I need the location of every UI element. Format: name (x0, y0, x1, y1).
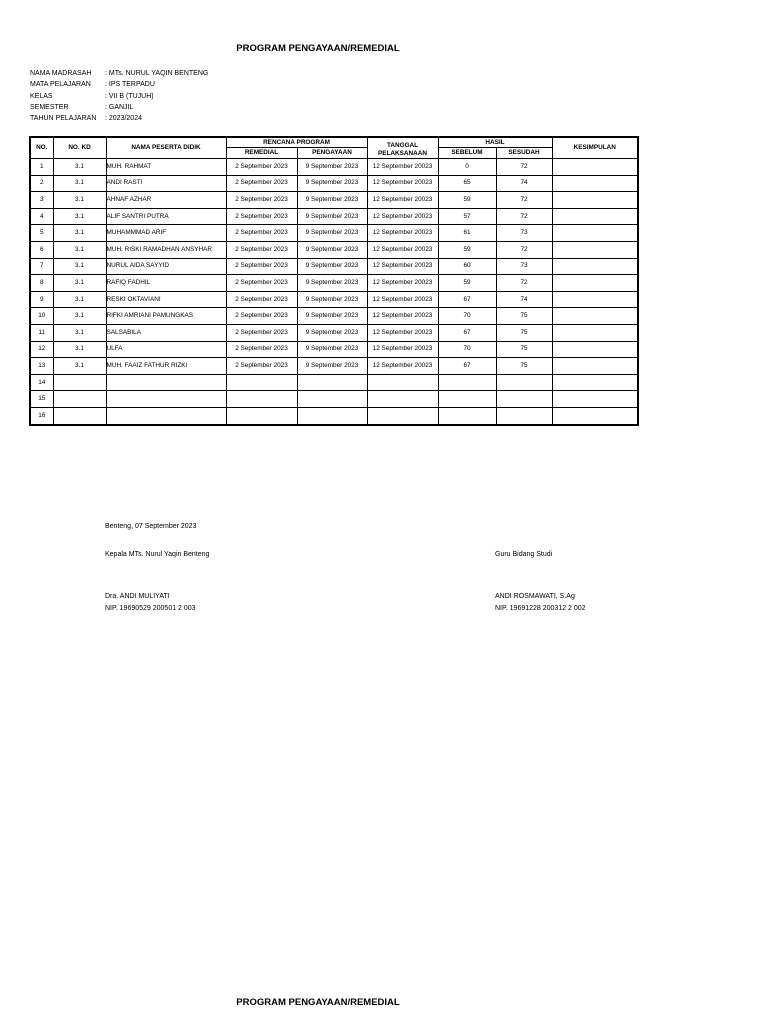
cell-sebelum: 67 (438, 324, 496, 341)
table-row (30, 341, 638, 358)
remedial-table (29, 136, 639, 426)
table-row (30, 175, 638, 192)
cell-tanggal: 12 September 20023 (367, 341, 438, 358)
cell-kesimpulan (552, 225, 638, 242)
cell-tanggal: 12 September 20023 (367, 175, 438, 192)
cell-tanggal: 12 September 20023 (367, 358, 438, 375)
page-title-next: PROGRAM PENGAYAAN/REMEDIAL (236, 997, 400, 1008)
cell-tanggal: 12 September 20023 (367, 258, 438, 275)
cell-no: 3 (30, 192, 53, 209)
cell-kd (53, 374, 106, 391)
info-value: : MTs. NURUL YAQIN BENTENG (105, 70, 209, 77)
cell-nama: AHNAF AZHAR (106, 192, 226, 209)
cell-no: 16 (30, 407, 53, 424)
info-value: : 2023/2024 (105, 115, 142, 123)
cell-sebelum: 70 (438, 341, 496, 358)
cell-remedial: 2 September 2023 (226, 159, 297, 176)
cell-kesimpulan (552, 341, 638, 358)
cell-tanggal: 12 September 20023 (367, 159, 438, 176)
table-row (30, 358, 638, 375)
cell-kd (53, 391, 106, 408)
info-label: MATA PELAJARAN (30, 81, 91, 89)
cell-sesudah: 72 (496, 241, 552, 258)
cell-remedial: 2 September 2023 (226, 341, 297, 358)
cell-remedial: 2 September 2023 (226, 258, 297, 275)
signature-left-nip: NIP. 19690529 200501 2 003 (105, 605, 196, 612)
cell-no: 6 (30, 241, 53, 258)
cell-sesudah: 73 (496, 258, 552, 275)
cell-nama (106, 374, 226, 391)
cell-remedial: 2 September 2023 (226, 192, 297, 209)
cell-nama (106, 407, 226, 424)
table-row (30, 324, 638, 341)
cell-sesudah: 75 (496, 341, 552, 358)
cell-pengayaan: 9 September 2023 (297, 275, 367, 292)
cell-remedial: 2 September 2023 (226, 291, 297, 308)
cell-sesudah: 72 (496, 192, 552, 209)
cell-remedial: 2 September 2023 (226, 358, 297, 375)
cell-kesimpulan (552, 324, 638, 341)
table-row (30, 192, 638, 209)
signature-right-role: Guru Bidang Studi (495, 551, 553, 558)
school-info (30, 68, 208, 124)
cell-nama (106, 391, 226, 408)
cell-sebelum: 67 (438, 358, 496, 375)
cell-kesimpulan (552, 291, 638, 308)
cell-nama: MUHAMMMAD ARIF (106, 225, 226, 242)
info-row (30, 79, 208, 90)
cell-sesudah (496, 391, 552, 408)
cell-tanggal: 12 September 20023 (367, 275, 438, 292)
cell-kesimpulan (552, 391, 638, 408)
cell-sesudah (496, 374, 552, 391)
info-row (30, 113, 208, 124)
header-pengayaan: PENGAYAAN (297, 148, 367, 159)
cell-sesudah (496, 407, 552, 424)
header-hasil: HASIL (438, 137, 552, 148)
cell-tanggal: 12 September 20023 (367, 208, 438, 225)
cell-tanggal (367, 407, 438, 424)
cell-tanggal (367, 374, 438, 391)
header-tanggal (367, 137, 438, 159)
cell-no: 9 (30, 291, 53, 308)
cell-sebelum: 60 (438, 258, 496, 275)
cell-remedial (226, 391, 297, 408)
cell-kesimpulan (552, 159, 638, 176)
info-value: : VII B (TUJUH) (105, 92, 154, 100)
cell-sebelum (438, 374, 496, 391)
cell-tanggal: 12 September 20023 (367, 291, 438, 308)
cell-kesimpulan (552, 358, 638, 375)
cell-nama: SALSABILA (106, 324, 226, 341)
cell-sebelum (438, 407, 496, 424)
cell-no: 8 (30, 275, 53, 292)
info-label: SEMESTER (30, 103, 69, 111)
cell-kd: 3.1 (53, 258, 106, 275)
info-label: KELAS (30, 92, 53, 100)
cell-sesudah: 73 (496, 225, 552, 242)
cell-tanggal: 12 September 20023 (367, 225, 438, 242)
cell-tanggal (367, 391, 438, 408)
cell-kd: 3.1 (53, 159, 106, 176)
cell-sebelum: 57 (438, 208, 496, 225)
header-sesudah: SESUDAH (496, 148, 552, 159)
cell-no: 15 (30, 391, 53, 408)
info-label: TAHUN PELAJARAN (30, 115, 97, 123)
header-no: NO. (30, 137, 53, 159)
info-label: NAMA MADRASAH (30, 70, 92, 77)
signature-place-date: Benteng, 07 September 2023 (105, 523, 197, 530)
header-sebelum: SEBELUM (438, 148, 496, 159)
cell-nama: RESKI OKTAVIANI (106, 291, 226, 308)
cell-pengayaan (297, 407, 367, 424)
info-row (30, 102, 208, 113)
header-kd: NO. KD (53, 137, 106, 159)
cell-sebelum: 0 (438, 159, 496, 176)
cell-nama: MUH. RISKI RAMADHAN ANSYHAR (106, 241, 226, 258)
cell-sesudah: 72 (496, 208, 552, 225)
cell-remedial: 2 September 2023 (226, 308, 297, 325)
header-kesimpulan: KESIMPULAN (552, 137, 638, 159)
cell-kesimpulan (552, 258, 638, 275)
signature-left-role: Kepala MTs. Nurul Yaqin Benteng (105, 551, 210, 558)
cell-remedial: 2 September 2023 (226, 225, 297, 242)
cell-remedial: 2 September 2023 (226, 241, 297, 258)
header-tanggal-line2: PELAKSANAAN (378, 150, 427, 157)
cell-no: 1 (30, 159, 53, 176)
cell-nama: RAFIQ FADHIL (106, 275, 226, 292)
table-row (30, 291, 638, 308)
table-row (30, 391, 638, 408)
table-row (30, 225, 638, 242)
cell-pengayaan: 9 September 2023 (297, 192, 367, 209)
cell-nama: ALIF SANTRI PUTRA (106, 208, 226, 225)
cell-pengayaan: 9 September 2023 (297, 241, 367, 258)
cell-kesimpulan (552, 241, 638, 258)
cell-sesudah: 72 (496, 159, 552, 176)
cell-pengayaan: 9 September 2023 (297, 291, 367, 308)
cell-remedial: 2 September 2023 (226, 324, 297, 341)
table-row (30, 159, 638, 176)
cell-no: 10 (30, 308, 53, 325)
cell-kesimpulan (552, 208, 638, 225)
cell-kd: 3.1 (53, 308, 106, 325)
cell-remedial (226, 374, 297, 391)
cell-tanggal: 12 September 20023 (367, 192, 438, 209)
cell-kd: 3.1 (53, 291, 106, 308)
cell-sebelum: 70 (438, 308, 496, 325)
cell-sesudah: 75 (496, 358, 552, 375)
cell-remedial: 2 September 2023 (226, 208, 297, 225)
cell-tanggal: 12 September 20023 (367, 241, 438, 258)
cell-kesimpulan (552, 175, 638, 192)
cell-pengayaan: 9 September 2023 (297, 341, 367, 358)
cell-pengayaan: 9 September 2023 (297, 358, 367, 375)
cell-sesudah: 72 (496, 275, 552, 292)
cell-sebelum: 59 (438, 241, 496, 258)
table-row (30, 241, 638, 258)
table-row (30, 275, 638, 292)
cell-pengayaan (297, 374, 367, 391)
cell-kd: 3.1 (53, 192, 106, 209)
cell-nama: ANDI RASTI (106, 175, 226, 192)
cell-no: 5 (30, 225, 53, 242)
cell-kd: 3.1 (53, 358, 106, 375)
cell-nama: ULFA (106, 341, 226, 358)
cell-nama: NURUL AIDA SAYYID (106, 258, 226, 275)
cell-sebelum: 61 (438, 225, 496, 242)
info-row (30, 68, 208, 79)
cell-sesudah: 75 (496, 324, 552, 341)
table-row (30, 208, 638, 225)
cell-no: 14 (30, 374, 53, 391)
cell-sebelum (438, 391, 496, 408)
cell-no: 2 (30, 175, 53, 192)
signature-right-name: ANDI ROSMAWATI, S.Ag (495, 593, 575, 600)
cell-kd: 3.1 (53, 225, 106, 242)
cell-kd: 3.1 (53, 275, 106, 292)
cell-remedial: 2 September 2023 (226, 275, 297, 292)
table-row (30, 374, 638, 391)
cell-kd (53, 407, 106, 424)
cell-sesudah: 75 (496, 308, 552, 325)
table-row (30, 308, 638, 325)
cell-sebelum: 67 (438, 291, 496, 308)
cell-sebelum: 65 (438, 175, 496, 192)
page-title: PROGRAM PENGAYAAN/REMEDIAL (236, 43, 400, 54)
header-remedial: REMEDIAL (226, 148, 297, 159)
cell-pengayaan: 9 September 2023 (297, 225, 367, 242)
cell-kd: 3.1 (53, 324, 106, 341)
cell-pengayaan: 9 September 2023 (297, 308, 367, 325)
cell-sebelum: 59 (438, 192, 496, 209)
cell-sesudah: 74 (496, 175, 552, 192)
cell-sebelum: 59 (438, 275, 496, 292)
cell-no: 7 (30, 258, 53, 275)
cell-pengayaan: 9 September 2023 (297, 175, 367, 192)
cell-kd: 3.1 (53, 341, 106, 358)
cell-pengayaan: 9 September 2023 (297, 324, 367, 341)
cell-kesimpulan (552, 374, 638, 391)
cell-pengayaan (297, 391, 367, 408)
header-rencana: RENCANA PROGRAM (226, 137, 367, 148)
info-value: : IPS TERPADU (105, 81, 155, 89)
cell-remedial: 2 September 2023 (226, 175, 297, 192)
cell-nama: MUH. RAHMAT (106, 159, 226, 176)
cell-nama: RIFKI AMRIANI PAMUNGKAS (106, 308, 226, 325)
cell-kesimpulan (552, 275, 638, 292)
cell-kesimpulan (552, 308, 638, 325)
cell-sesudah: 74 (496, 291, 552, 308)
cell-no: 11 (30, 324, 53, 341)
cell-kd: 3.1 (53, 175, 106, 192)
cell-pengayaan: 9 September 2023 (297, 159, 367, 176)
table-row (30, 407, 638, 424)
cell-kd: 3.1 (53, 241, 106, 258)
cell-pengayaan: 9 September 2023 (297, 258, 367, 275)
cell-tanggal: 12 September 20023 (367, 324, 438, 341)
cell-kd: 3.1 (53, 208, 106, 225)
header-nama: NAMA PESERTA DIDIK (106, 137, 226, 159)
cell-remedial (226, 407, 297, 424)
cell-no: 13 (30, 358, 53, 375)
signature-right-nip: NIP. 19691228 200312 2 002 (495, 605, 586, 612)
cell-tanggal: 12 September 20023 (367, 308, 438, 325)
info-row (30, 91, 208, 102)
cell-no: 12 (30, 341, 53, 358)
info-value: : GANJIL (105, 103, 134, 111)
cell-nama: MUH. FAAIZ FATHUR RIZKI (106, 358, 226, 375)
cell-pengayaan: 9 September 2023 (297, 208, 367, 225)
signature-left-name: Dra. ANDI MULIYATI (105, 593, 170, 600)
cell-kesimpulan (552, 192, 638, 209)
header-tanggal-line1: TANGGAL (386, 142, 419, 149)
cell-kesimpulan (552, 407, 638, 424)
table-row (30, 258, 638, 275)
cell-no: 4 (30, 208, 53, 225)
